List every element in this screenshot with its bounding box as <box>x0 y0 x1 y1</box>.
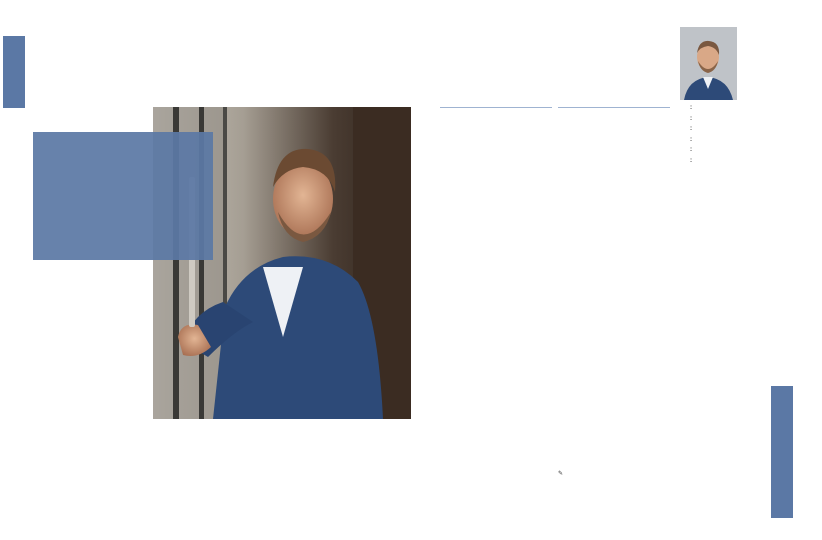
bio-item: : <box>690 104 693 111</box>
bio-item: : <box>690 135 693 143</box>
text-column-2 <box>153 436 266 440</box>
section-photosynthese <box>440 104 552 112</box>
bio-list <box>690 104 793 168</box>
bio-item: : <box>690 114 693 122</box>
bio-portrait <box>680 27 737 100</box>
right-page <box>411 0 822 540</box>
intro-box <box>33 132 213 260</box>
bio-item: : <box>690 156 693 164</box>
section-defis <box>558 104 670 112</box>
author-signature <box>558 470 563 477</box>
pen-icon: ✎ <box>558 470 564 477</box>
section-tab <box>3 36 25 108</box>
quote-bar <box>771 386 793 518</box>
bio-item: : <box>690 146 693 154</box>
divider <box>440 107 552 108</box>
bio-portrait-image <box>680 27 737 100</box>
divider <box>558 107 670 108</box>
text-column-3 <box>274 436 392 440</box>
bio-item: : <box>690 125 693 133</box>
text-column-1 <box>33 294 146 298</box>
